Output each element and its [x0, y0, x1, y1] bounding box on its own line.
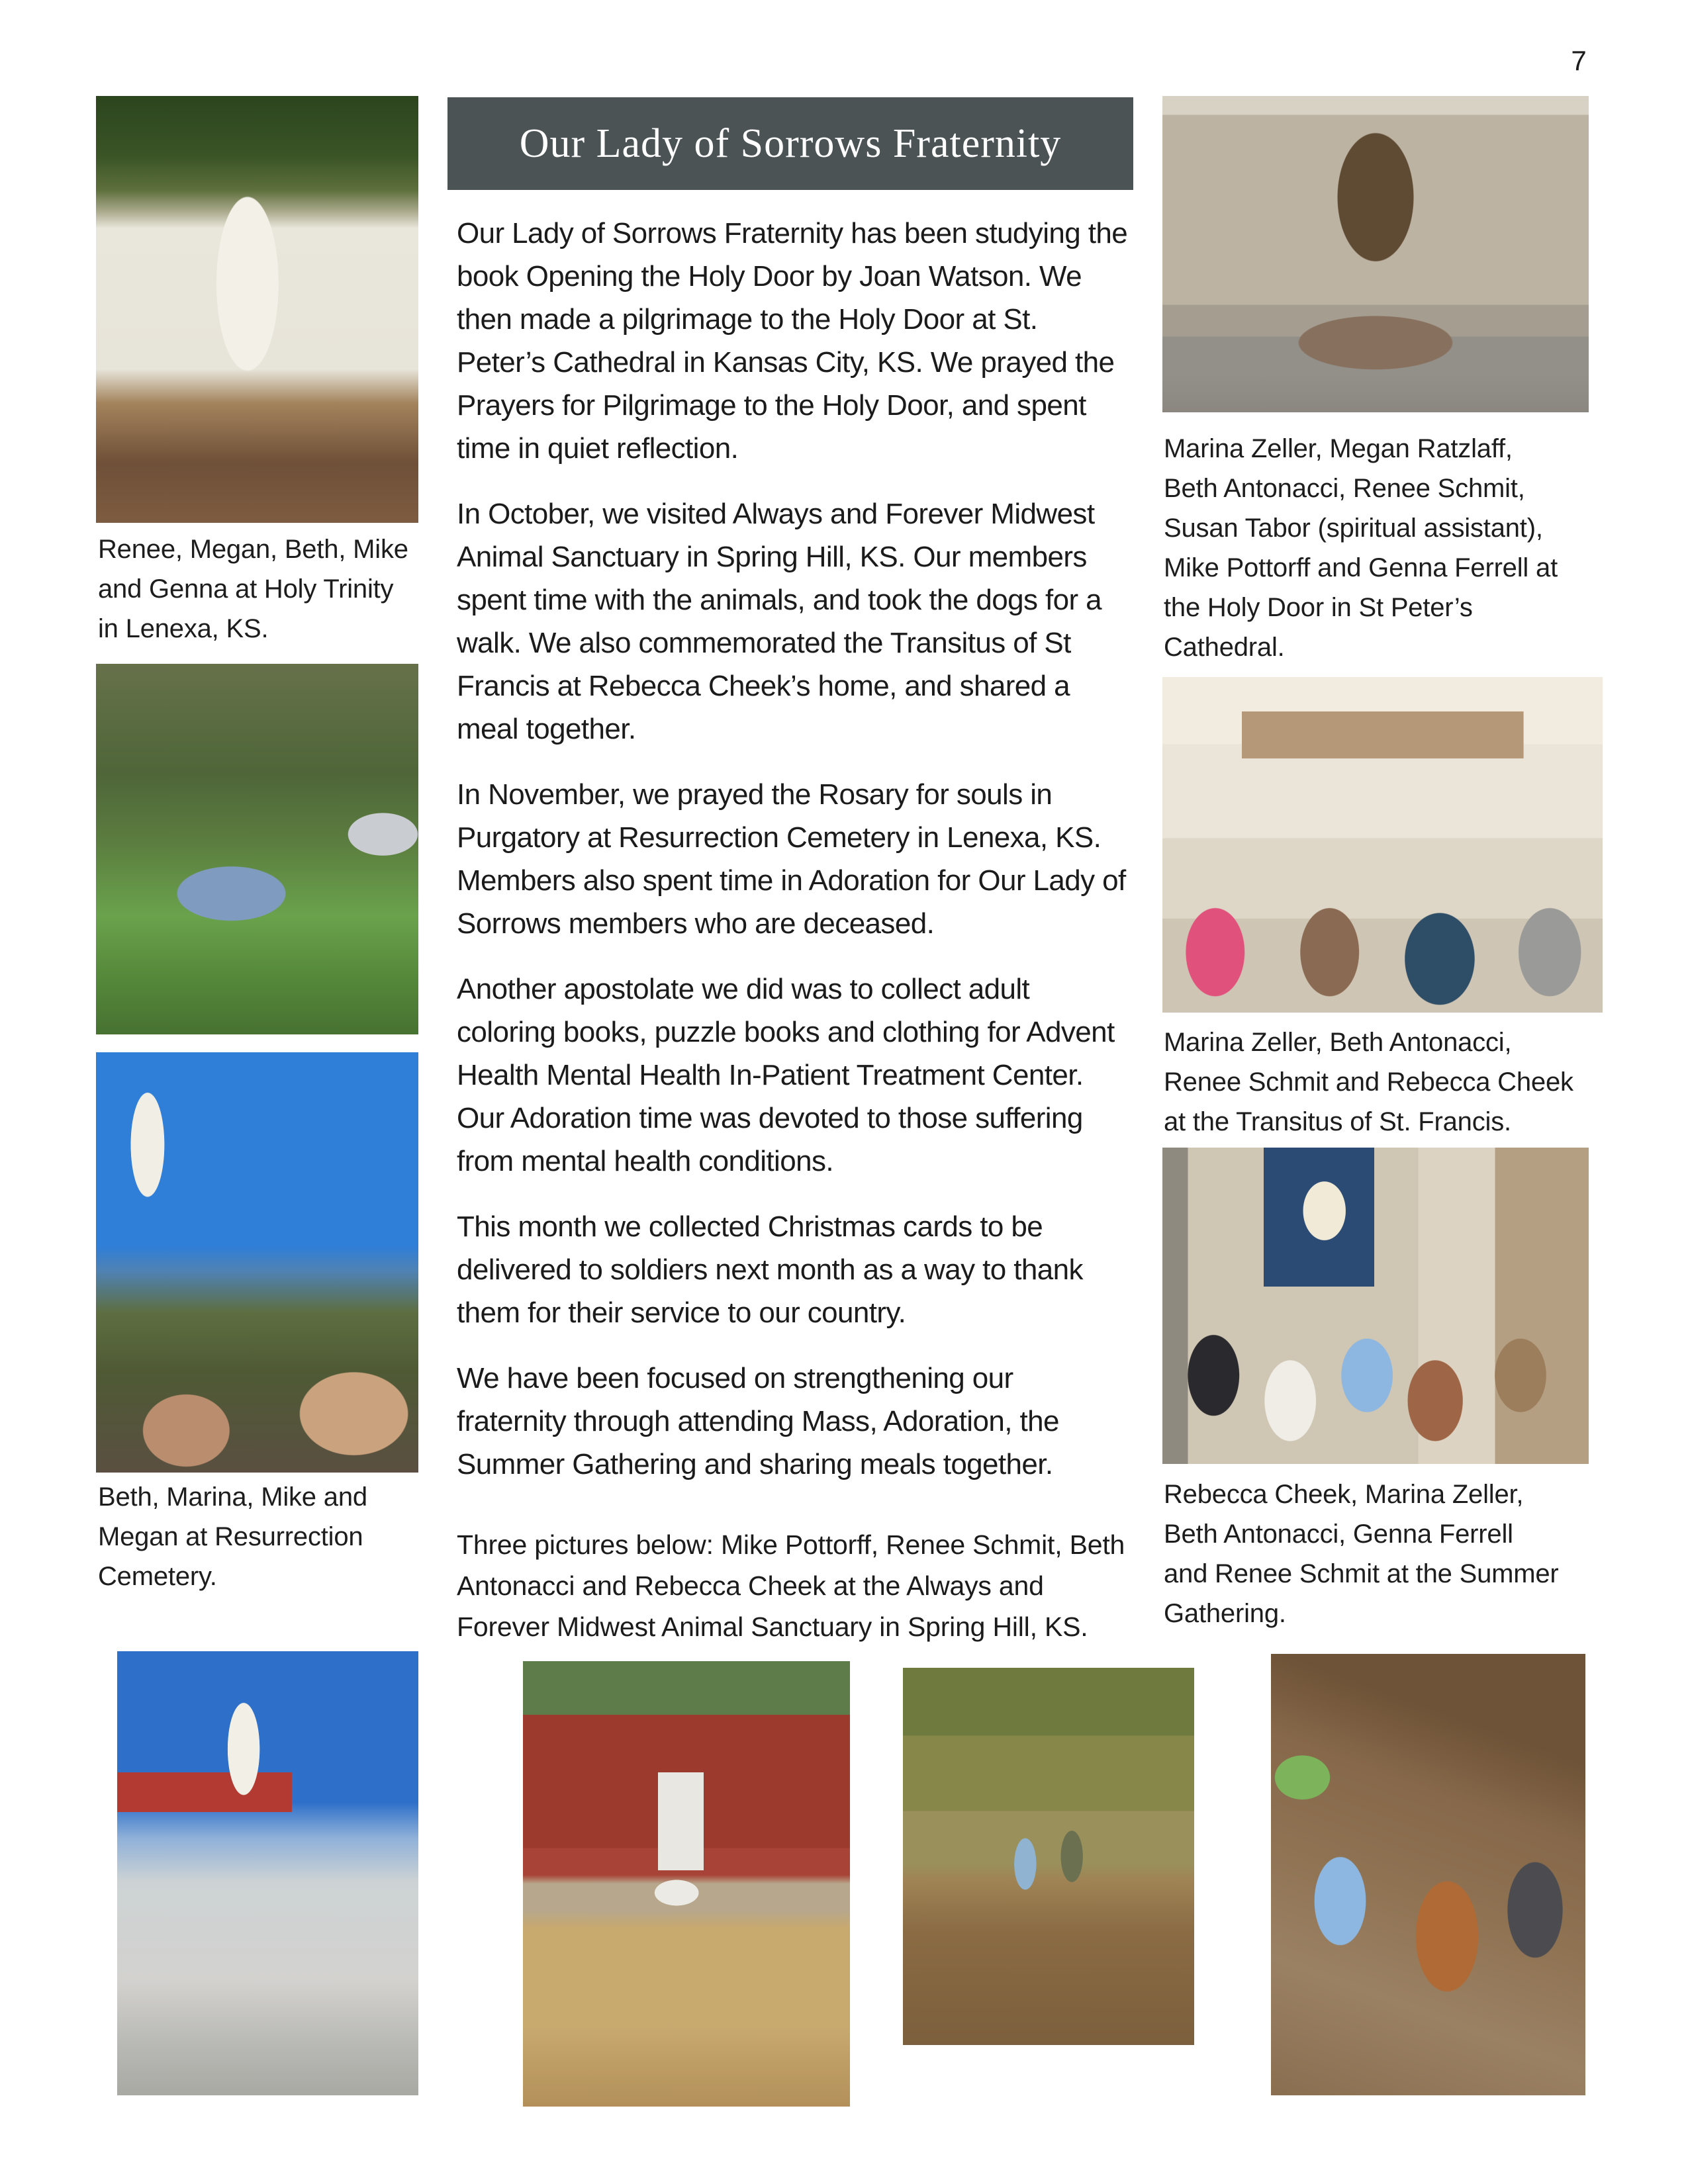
photos-note: Three pictures below: Mike Pottorff, Renee Schmit, Beth Antonacci and Rebecca Cheek at the Always and Forever Midwest Animal Sanctuary in Spring Hill, KS.: [457, 1529, 1125, 1642]
photo-trail-walk: [903, 1668, 1194, 2045]
photo-cathedral-group: [1162, 96, 1589, 412]
photo-transitus-group: [1162, 677, 1603, 1013]
paragraph-studying: Our Lady of Sorrows Fraternity has been studying the book Opening the Holy Door by Joan Watson. We then made a pilgrimage to the Holy Door at St. Peter’s Cathedral in Kansas City, KS. We prayed the Prayers for Pilgrimage to the Holy Door, and spent time in quiet reflection.: [457, 217, 1128, 465]
photo-holy-trinity-statue: [96, 96, 418, 523]
photo-selfie-group: [96, 1052, 418, 1473]
caption-transitus: Marina Zeller, Beth Antonacci, Renee Schmit and Rebecca Cheek at the Transitus of St. Francis.: [1164, 1028, 1573, 1136]
paragraph-november: In November, we prayed the Rosary for souls in Purgatory at Resurrection Cemetery in Lenexa, KS. Members also spent time in Adoration for Our Lady of Sorrows members who are deceased.: [457, 778, 1126, 940]
caption-summer-gathering: Rebecca Cheek, Marina Zeller, Beth Antonacci, Genna Ferrell and Renee Schmit at the Summer Gathering.: [1164, 1480, 1559, 1628]
section-title: Our Lady of Sorrows Fraternity: [519, 120, 1062, 166]
article-text: [457, 212, 1129, 1670]
photo-pony-barn: [1271, 1654, 1585, 2095]
caption-resurrection-cemetery: Beth, Marina, Mike and Megan at Resurrection Cemetery.: [98, 1482, 367, 1591]
photo-summer-gathering: [1162, 1148, 1589, 1464]
photo-barn-sanctuary: [523, 1661, 850, 2107]
photo-lawn-group: [96, 664, 418, 1034]
caption-holy-door: Marina Zeller, Megan Ratzlaff, Beth Antonacci, Renee Schmit, Susan Tabor (spiritual assistant), Mike Pottorff and Genna Ferrell at the Holy Door in St Peter’s Cathedral.: [1164, 434, 1558, 662]
paragraph-october: In October, we visited Always and Forever Midwest Animal Sanctuary in Spring Hill, KS. Our members spent time with the animals, and took the dogs for a walk. We also commemorated the Transitus of St Francis at Rebecca Cheek’s home, and shared a meal together.: [457, 498, 1102, 745]
caption-holy-trinity: Renee, Megan, Beth, Mike and Genna at Holy Trinity in Lenexa, KS.: [98, 535, 408, 643]
paragraph-strengthening: We have been focused on strengthening our fraternity through attending Mass, Adoration, the Summer Gathering and sharing meals together.: [457, 1362, 1059, 1480]
paragraph-apostolate: Another apostolate we did was to collect adult coloring books, puzzle books and clothing for Advent Health Mental Health In-Patient Treatment Center. Our Adoration time was devoted to those suffering from mental health conditions.: [457, 973, 1115, 1177]
page-number: 7: [1571, 45, 1587, 76]
photo-resurrection-cemetery: [117, 1651, 418, 2095]
section-banner: [447, 97, 1133, 190]
paragraph-christmas-cards: This month we collected Christmas cards to be delivered to soldiers next month as a way to thank them for their service to our country.: [457, 1210, 1083, 1329]
